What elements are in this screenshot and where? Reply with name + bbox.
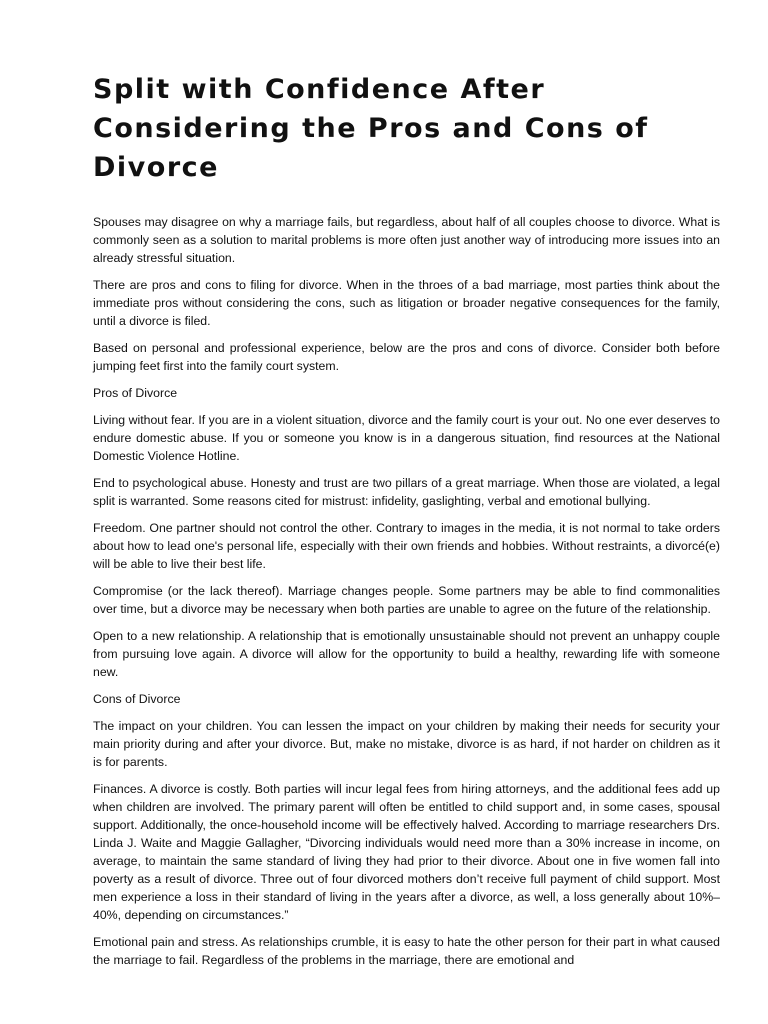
paragraph-living-without-fear: Living without fear. If you are in a violent situation, divorce and the family court is your out. No one ever deserves to endure domestic abuse. If you or someone you know is in a dangerous situation, find resources at the National Domestic Violence Hotline.	[93, 413, 720, 463]
paragraph-intro: Spouses may disagree on why a marriage fails, but regardless, about half of all couples choose to divorce. What is commonly seen as a solution to marital problems is more often just another way of introducing more issues into an already stressful situation.	[93, 215, 720, 265]
paragraph-compromise: Compromise (or the lack thereof). Marriage changes people. Some partners may be able to find commonalities over time, but a divorce may be necessary when both parties are unable to agree on the future of the relationship.	[93, 584, 720, 616]
paragraph-emotional-pain: Emotional pain and stress. As relationships crumble, it is easy to hate the other person for their part in what caused the marriage to fail. Regardless of the problems in the marriage, there are emotional and	[93, 935, 720, 967]
paragraph-finances: Finances. A divorce is costly. Both parties will incur legal fees from hiring attorneys, and the additional fees add up when children are involved. The primary parent will often be entitled to child support and, in some cases, spousal support. Additionally, the once-household income will be effectively halved. According to marriage researchers Drs. Linda J. Waite and Maggie Gallagher, “Divorcing individuals would need more than a 30% increase in income, on average, to maintain the same standard of living they had prior to their divorce. About one in five women fall into poverty as a result of divorce. Three out of four divorced mothers don’t receive full payment of child support. Most men experience a loss in their standard of living in the years after a divorce, as well, a loss generally about 10%–40%, depending on circumstances.”	[93, 782, 720, 922]
document-page	[93, 70, 720, 978]
paragraph-pros-and-cons: There are pros and cons to filing for divorce. When in the throes of a bad marriage, most parties think about the immediate pros without considering the cons, such as litigation or broader negative consequences for the family, until a divorce is filed.	[93, 278, 720, 328]
document-title: Split with Confidence After Considering the Pros and Cons of Divorce	[93, 74, 649, 183]
section-heading-cons: Cons of Divorce	[93, 692, 181, 706]
paragraph-freedom: Freedom. One partner should not control the other. Contrary to images in the media, it is not normal to take orders about how to lead one's personal life, especially with their own friends and hobbies. Without restraints, a divorcé(e) will be able to live their best life.	[93, 521, 720, 571]
paragraph-based-on-experience: Based on personal and professional experience, below are the pros and cons of divorce. Consider both before jumping feet first into the family court system.	[93, 341, 720, 373]
paragraph-new-relationship: Open to a new relationship. A relationship that is emotionally unsustainable should not prevent an unhappy couple from pursuing love again. A divorce will allow for the opportunity to build a healthy, rewarding life with someone new.	[93, 629, 720, 679]
document-body	[93, 213, 720, 969]
section-heading-pros: Pros of Divorce	[93, 386, 178, 400]
paragraph-end-to-abuse: End to psychological abuse. Honesty and trust are two pillars of a great marriage. When those are violated, a legal split is warranted. Some reasons cited for mistrust: infidelity, gaslighting, verbal and emotional bullying.	[93, 476, 720, 508]
paragraph-impact-on-children: The impact on your children. You can lessen the impact on your children by making their needs for security your main priority during and after your divorce. But, make no mistake, divorce is as hard, if not harder on children as it is for parents.	[93, 719, 720, 769]
